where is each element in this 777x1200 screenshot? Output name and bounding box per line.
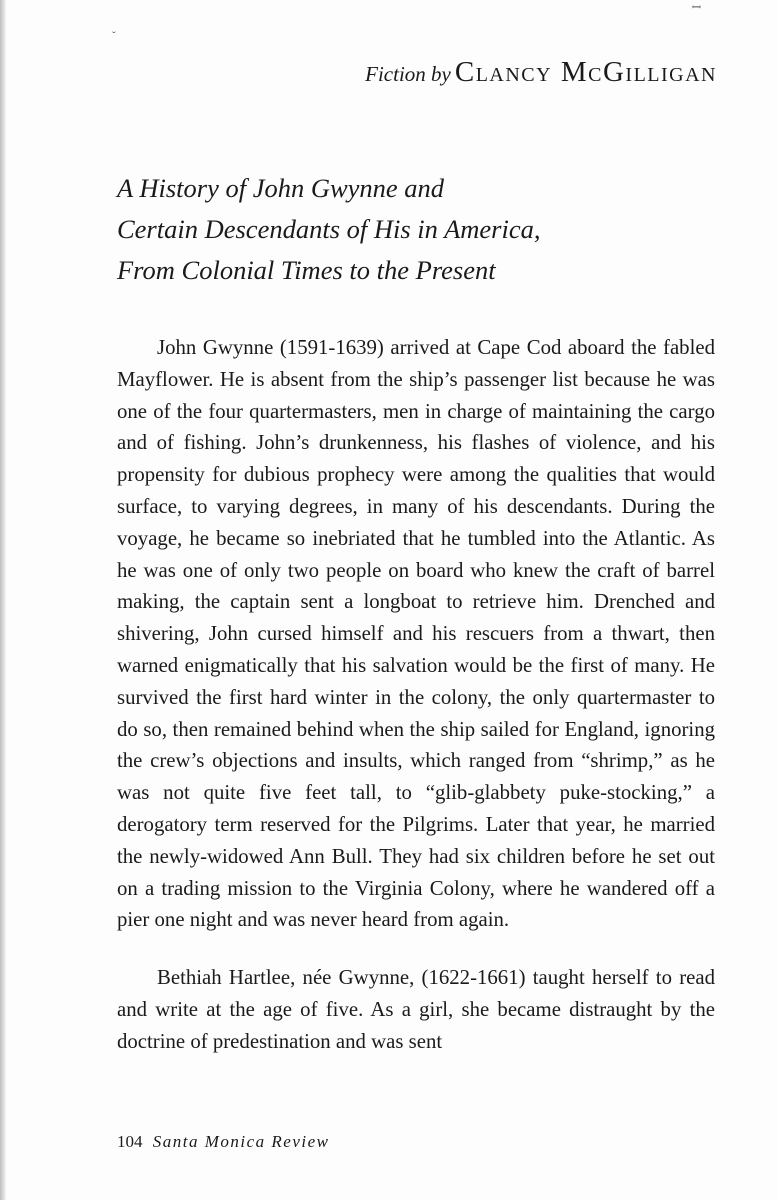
byline	[365, 56, 717, 89]
page-number: 104	[117, 1132, 143, 1151]
scan-mark-icon: ꟷ	[692, 2, 701, 14]
scan-mark-icon: ˇ	[112, 30, 116, 42]
story-body	[117, 332, 715, 1058]
page-footer	[117, 1132, 330, 1152]
journal-title: Santa Monica Review	[152, 1132, 330, 1151]
page-spine-shadow	[0, 0, 6, 1200]
title-line: Certain Descendants of His in America,	[117, 214, 541, 244]
author-name: Clancy McGilligan	[454, 56, 717, 88]
paragraph: Bethiah Hartlee, née Gwynne, (1622-1661) taught herself to read and write at the age of five. As a girl, she became distraught by the doctrine of predestination and was sent	[117, 966, 715, 1053]
title-line: A History of John Gwynne and	[117, 173, 445, 203]
title-line: From Colonial Times to the Present	[117, 255, 496, 285]
paragraph: John Gwynne (1591-1639) arrived at Cape Cod aboard the fabled Mayflower. He is absent from the ship’s passenger list because he was one of the four quartermasters, men in charge of maintaining the cargo and of fishing. John’s drunkenness, his flashes of violence, and his propensity for dubious prophecy were among the qualities that would surface, to varying degrees, in many of his descendants. During the voyage, he became so inebriated that he tumbled into the Atlantic. As he was one of only two people on board who knew the craft of barrel making, the captain sent a longboat to retrieve him. Drenched and shivering, John cursed himself and his rescuers from a thwart, then warned enigmatically that his salvation would be the first of many. He survived the first hard winter in the colony, the only quartermaster to do so, then remained behind when the ship sailed for England, ignoring the crew’s objections and insults, which ranged from “shrimp,” as he was not quite five feet tall, to “glib-glabbety puke-stocking,” a derogatory term reserved for the Pilgrims. Later that year, he married the newly-widowed Ann Bull. They had six children before he set out on a trading mission to the Virginia Colony, where he wandered off a pier one night and was never heard from again.	[117, 336, 715, 932]
story-title	[117, 168, 737, 291]
byline-lead: Fiction by	[365, 62, 451, 86]
